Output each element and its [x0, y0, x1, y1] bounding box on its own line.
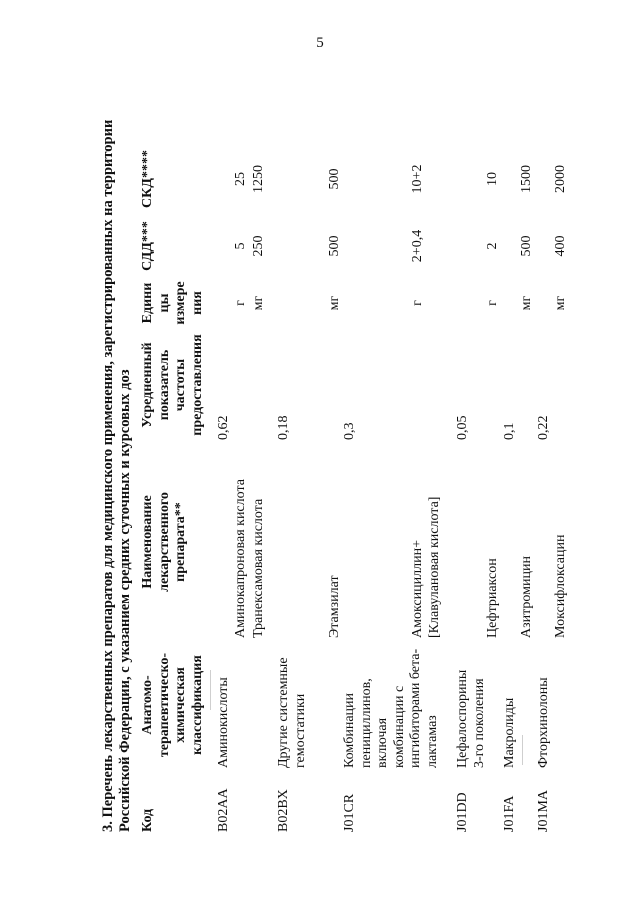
table-row-classification: Фторхинолоны	[536, 677, 551, 768]
page-number: 5	[316, 35, 324, 51]
table-row-skd: 10	[485, 172, 500, 186]
rotated-document	[90, 70, 580, 860]
header-code: Код	[140, 808, 155, 832]
table-row-indicator: 0,1	[502, 422, 517, 440]
table-row-unit: мг	[251, 295, 266, 311]
table-row-sdd: 5	[233, 242, 248, 250]
table-row-classification: Макролиды	[502, 697, 517, 768]
table-row-code: J01FA	[502, 795, 517, 832]
table-row-drug-name: Азитромицин	[519, 556, 534, 638]
header-sdd: СДД***	[140, 221, 155, 271]
table-row-sdd: 400	[553, 235, 568, 257]
table-row-code: J01CR	[342, 793, 357, 832]
table-row-classification: Аминокислоты	[216, 677, 231, 768]
table-row-unit: мг	[327, 295, 342, 311]
table-row-skd: 10+2	[410, 164, 425, 194]
document-body	[90, 70, 580, 860]
table-row-drug-name: Аминокапроновая кислота	[233, 479, 248, 638]
header-units: Едини цы измере ния	[140, 281, 205, 325]
table-row-sdd: 250	[251, 235, 266, 257]
table-row-indicator: 0,22	[536, 415, 551, 440]
table-row-sdd: 500	[327, 235, 342, 257]
table-row-code: B02BX	[276, 789, 291, 832]
table-row-skd: 2000	[553, 165, 568, 193]
table-row-indicator: 0,3	[342, 422, 357, 440]
table-row-classification: Комбинации пенициллинов, включая комбинации с ингибиторами бета- лактамаз	[342, 648, 440, 768]
table-row-classification: Цефалоспорины 3-го поколения	[455, 669, 487, 768]
scan-mark	[522, 735, 523, 765]
table-row-drug-name: Этамзилат	[327, 575, 342, 638]
table-row-skd: 500	[327, 168, 342, 190]
table-row-sdd: 500	[519, 235, 534, 257]
table-row-skd: 1250	[251, 165, 266, 193]
table-row-drug-name: Цефтриаксон	[485, 558, 500, 638]
table-row-unit: г	[410, 300, 425, 306]
table-row-code: J01DD	[455, 792, 470, 832]
header-frequency-indicator: Усредненный показатель частоты предоставления	[140, 334, 205, 436]
table-row-indicator: 0,18	[276, 415, 291, 440]
header-classification: Анатомо- терапевтическо- химическая классификация	[140, 652, 205, 758]
scan-mark	[210, 670, 211, 710]
table-row-drug-name: Моксифлоксацин	[553, 534, 568, 638]
table-row-code: B02AA	[216, 788, 231, 832]
table-row-indicator: 0,05	[455, 415, 470, 440]
table-row-drug-name: Амоксициллин+ [Клавулановая кислота]	[410, 496, 442, 638]
header-drug-name: Наименование лекарственного препарата**	[140, 492, 189, 592]
table-row-drug-name: Транексамовая кислота	[251, 498, 266, 638]
header-skd: СКД****	[140, 150, 155, 208]
table-row-unit: г	[233, 300, 248, 306]
table-row-sdd: 2+0,4	[410, 229, 425, 263]
table-row-unit: мг	[553, 295, 568, 311]
document-title: 3. Перечень лекарственных препаратов для медицинского применения, зарегистрированных на территории Российской Федерации, с указанием средних суточных и курсовых доз	[100, 119, 134, 832]
table-row-skd: 1500	[519, 165, 534, 193]
table-row-indicator: 0,62	[216, 415, 231, 440]
table-row-skd: 25	[233, 172, 248, 186]
table-row-sdd: 2	[485, 242, 500, 250]
table-row-classification: Другие системные гемостатики	[276, 657, 308, 768]
table-row-code: J01MA	[536, 789, 551, 832]
table-row-unit: г	[485, 300, 500, 306]
table-row-unit: мг	[519, 295, 534, 311]
